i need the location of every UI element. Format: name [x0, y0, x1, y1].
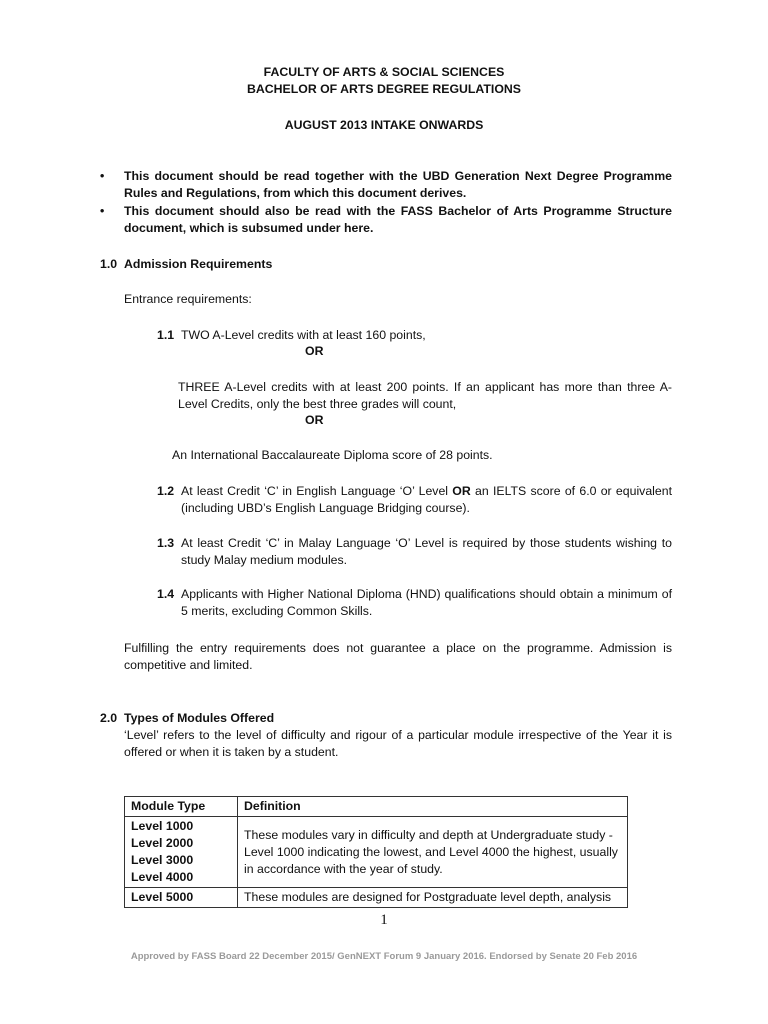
or-label: OR [452, 484, 471, 498]
bullet-list [100, 168, 672, 238]
table-header-definition: Definition [238, 797, 628, 817]
item-1-3-text: At least Credit ‘C’ in Malay Language ‘O’ Level is required by those students wishing to study Malay medium modules. [181, 536, 672, 567]
table-header-module-type: Module Type [125, 797, 238, 817]
levels-cell [125, 817, 238, 888]
ib-diploma-text: An International Baccalaureate Diploma score of 28 points. [172, 448, 493, 462]
or-label: OR [305, 413, 324, 427]
level-label: Level 2000 [131, 836, 194, 850]
or-label: OR [305, 344, 324, 358]
table-header-row [125, 797, 628, 817]
bullet-text: This document should also be read with the FASS Bachelor of Arts Programme Structure document, which is subsumed under here. [124, 204, 672, 235]
item-1-4-number: 1.4 [157, 587, 175, 601]
section-1-title: Admission Requirements [124, 257, 273, 271]
section-2-number: 2.0 [100, 711, 118, 725]
level-definition-text: ‘Level’ refers to the level of difficulty and rigour of a particular module irrespective of the Year it is offered or when it is taken by a student. [124, 728, 672, 759]
level-label: Level 4000 [131, 870, 194, 884]
level-label: Level 5000 [125, 888, 238, 908]
regulations-title: BACHELOR OF ARTS DEGREE REGULATIONS [247, 82, 521, 96]
item-1-2-number: 1.2 [157, 484, 175, 498]
item-1-2-text [181, 483, 672, 517]
item-1-2-text-b: an IELTS score of 6.0 or equivalent (including UBD’s English Language Bridging course). [181, 484, 672, 515]
admission-note: Fulfilling the entry requirements does not guarantee a place on the programme. Admission is competitive and limited. [124, 641, 672, 672]
entrance-intro: Entrance requirements: [124, 292, 252, 306]
intake-title: AUGUST 2013 INTAKE ONWARDS [284, 118, 484, 132]
item-1-2-text-a: At least Credit ‘C’ in English Language ‘O’ Level [181, 484, 453, 498]
item-1-1-text: TWO A-Level credits with at least 160 points, [181, 328, 426, 342]
level-label: Level 1000 [131, 819, 194, 833]
approval-footer: Approved by FASS Board 22 December 2015/ GenNEXT Forum 9 January 2016. Endorsed by Senate 20 Feb 2016 [130, 951, 638, 962]
undergraduate-definition: These modules vary in difficulty and depth at Undergraduate study - Level 1000 indicating the lowest, and Level 4000 the highest, usually in accordance with the year of study. [238, 817, 628, 888]
section-1-number: 1.0 [100, 257, 118, 271]
item-1-1-alt-text: THREE A-Level credits with at least 200 points. If an applicant has more than three A-Level Credits, only the best three grades will count, [178, 380, 672, 411]
level-label: Level 3000 [131, 853, 194, 867]
bullet-icon: • [100, 169, 105, 183]
section-2-title: Types of Modules Offered [124, 711, 275, 725]
module-types-table [124, 796, 628, 908]
list-item [100, 168, 672, 202]
item-1-4-text: Applicants with Higher National Diploma (HND) qualifications should obtain a minimum of 5 merits, excluding Common Skills. [181, 587, 672, 618]
item-1-1-number: 1.1 [157, 328, 175, 342]
faculty-title: FACULTY OF ARTS & SOCIAL SCIENCES [263, 65, 505, 79]
page-number: 1 [380, 912, 388, 928]
bullet-text: This document should be read together with the UBD Generation Next Degree Programme Rules and Regulations, from which this document derives. [124, 169, 672, 200]
table-row [125, 817, 628, 888]
list-item [100, 203, 672, 237]
bullet-icon: • [100, 204, 105, 218]
table-row [125, 888, 628, 908]
postgraduate-definition: These modules are designed for Postgraduate level depth, analysis [238, 888, 628, 908]
item-1-3-number: 1.3 [157, 536, 175, 550]
